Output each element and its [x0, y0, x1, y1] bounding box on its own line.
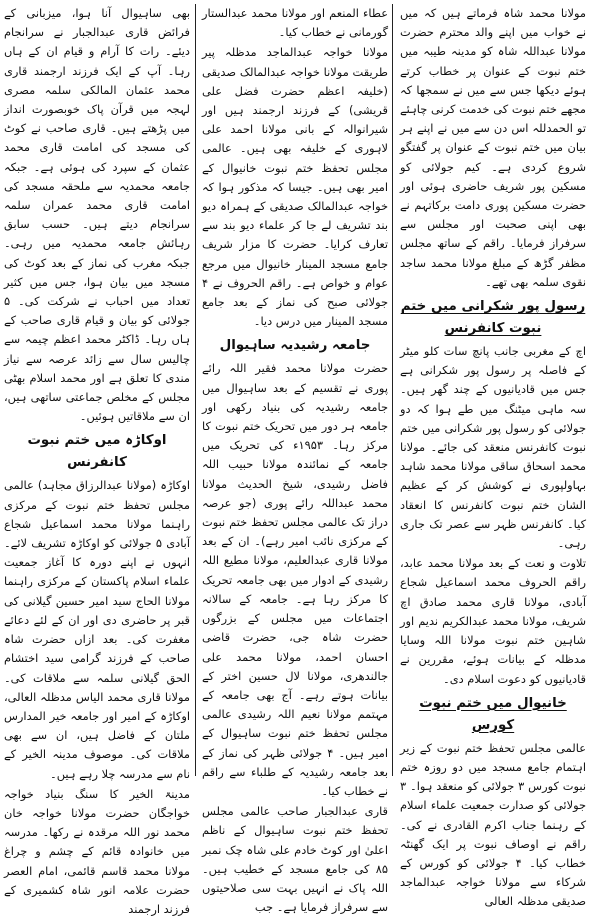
paragraph: مدینۃ الخیر کا سنگ بنیاد خواجہ خواجگان حضرت مولانا خواجہ خان محمد نور اللہ مرقدہ نے رکھا۔ مدرسہ میں خانوادہ قائم کے چشم و چراغ مولانا محمد قاسم قائمی، امام العصر حضرت علامہ انور شاہ کشمیری کے فرزند ارجمند [4, 786, 190, 916]
paragraph: قاری عبدالجبار صاحب عالمی مجلس تحفظ ختم نبوت ساہیوال کے ناظم اعلیٰ اور کوٹ خادم علی شاہ چک نمبر ۸۵ کی جامع مسجد کے خطیب ہیں۔ اللہ پاک نے انہیں بہت سی صلاحیتوں سے سرفراز فرمایا ہے۔ جب [202, 804, 388, 915]
column-middle [202, 4, 388, 915]
paragraph: بھی ساہیوال آنا ہوا، میزبانی کے فرائض قاری عبدالجبار نے سرانجام دیئے۔ رات کا آرام و قیام ان کے ہاں رہا۔ آپ کے ایک فرزند ارجمند قاری محمد عثمان المالکی سلمہ مصری لہجہ میں قرآن پاک خوبصورت انداز میں پڑھتے ہیں۔ قاری صاحب نے کوٹ کی مسجد کی امامت قاری محمد عثمان کے سپرد کی ہوئی ہے۔ جبکہ جامعہ محمدیہ سے ملحقہ مسجد کی امامت قاری محمد عمران سلمہ سرانجام دیتے ہیں۔ حسب سابق رہائش جامعہ محمدیہ میں رہی۔ جبکہ مغرب کی نماز کے بعد کوٹ کی مسجد میں بیان ہوا، جس میں کثیر تعداد میں احباب نے شرکت کی۔ ۵ جولائی کو بیان و قیام قاری صاحب کے ہاں رہا۔ ڈاکٹر محمد اعظم چیمہ سے چالیس سال سے زائد عرصہ سے نیاز مندی کا تعلق ہے اور محمد اسلام بھٹی مجلس کے مخلص جماعتی ساتھی ہیں، ان سے ملاقاتیں ہوئیں۔ [4, 6, 190, 424]
section-heading: خانیوال میں ختم نبوت کورس [419, 695, 567, 733]
paragraph: اوکاڑہ (مولانا عبدالرزاق مجاہد) عالمی مجلس تحفظ ختم نبوت کے مرکزی راہنما مولانا محمد اسماعیل شجاع آبادی ۵ جولائی کو اوکاڑہ تشریف لائے۔ انہوں نے اپنے دورہ کا آغاز جمعیت علماء اسلام پاکستان کے مرکزی راہنما مولانا الحاج سید امیر حسین گیلانی کی قبر پر حاضری دی اور ان کے لئے دعائے مغفرت کی۔ بعد ازاں حضرت شاہ صاحب کے فرزند گرامی سید اختشام الحق گیلانی سلمہ سے ملاقات کی۔ مولانا قاری محمد الیاس مدظلہ العالی، اوکاڑہ کے امیر اور جامعہ خیر المدارس ملتان کے فاضل ہیں، ان سے بھی ملاقات کی۔ موصوف مدینہ الخیر کے نام سے مدرسہ چلا رہے ہیں۔ [4, 478, 191, 781]
column-divider [195, 4, 196, 776]
column-right [400, 4, 586, 909]
paragraph: حضرت مولانا محمد فقیر اللہ رائے پوری نے تقسیم کے بعد ساہیوال میں جامعہ رشیدیہ کی بنیاد رکھی اور جامعہ ہر دور میں تحریک ختم نبوت کا مرکز رہا۔ ۱۹۵۳ء کی تحریک میں جامعہ کے نمائندہ مولانا حبیب اللہ فاضل رشیدی، شیخ الحدیث مولانا محمد عبداللہ رائے پوری (جو عرصہ دراز تک عالمی مجلس تحفظ ختم نبوت کے مرکزی نائب امیر رہے)۔ ان کے بعد مولانا قاری عبدالعلیم، مولانا مطیع اللہ رشیدی کے ادوار میں بھی جامعہ تحریک کا مرکز رہا ہے۔ جامعہ کے سالانہ اجتماعات میں مجلس کے بزرگوں حضرت شاہ جی، حضرت قاضی احسان احمد، مولانا محمد علی جالندھری، مولانا لال حسین اختر کے بیانات ہوتے رہے۔ آج بھی جامعہ کے مہتمم مولانا نعیم اللہ رشیدی عالمی مجلس تحفظ ختم نبوت ساہیوال کے امیر ہیں۔ ۴ جولائی ظہر کی نماز کے بعد جامعہ رشیدیہ کے طلباء سے راقم نے خطاب کیا۔ [202, 361, 388, 798]
paragraph: عالمی مجلس تحفظ ختم نبوت کے زیر اہتمام جامع مسجد میں دو روزہ ختم نبوت کورس ۳ جولائی کو منعقد ہوا۔ ۳ جولائی کو صدارت جمعیت علماء اسلام کے رہنما جناب اکرم القادری نے کی۔ راقم نے اوصاف نبوت پر ایک گھنٹہ خطاب کیا۔ ۴ جولائی کو کورس کے شرکاء سے مولانا خواجہ عبدالماجد صدیقی مدظلہ العالی [400, 740, 586, 909]
paragraph: مولانا خواجہ عبدالماجد مدظلہ پیر طریقت مولانا خواجہ عبدالمالک صدیقی (خلیفہ اعظم حضرت فضل علی قریشی) کے فرزند ارجمند ہیں اور شیرانوالہ کے بانی مولانا احمد علی لاہوری کے خلیفہ بھی ہیں۔ عالمی مجلس تحفظ ختم نبوت خانیوال کے امیر بھی ہیں۔ جیسا کہ مذکور ہوا کہ خواجہ عبدالمالک صدیقی کے ہمراہ دیو بند تشریف لے جا کر علماء دیو بند سے تعارف کرایا۔ حضرت کا مزار شریف جامع مسجد المینار خانیوال میں مرجع عوام و خواص ہے۔ راقم الحروف نے ۴ جولائی صبح کی نماز کے بعد جامع مسجد المینار میں درس دیا۔ [202, 45, 388, 329]
paragraph: عطاء المنعم اور مولانا محمد عبدالستار گورمانی نے خطاب کیا۔ [202, 6, 388, 40]
section-heading: رسول پور شکرانی میں ختم نبوت کانفرنس [400, 299, 586, 337]
section-heading: جامعہ رشیدیہ ساہیوال [219, 338, 371, 354]
column-divider [392, 4, 393, 776]
paragraph: اچ کے مغربی جانب پانچ سات کلو میٹر کے فاصلہ پر رسول پور شکرانی ہے جس میں قادیانیوں کے چند گھر ہیں۔ سہ ماہی میٹنگ میں طے ہوا کہ دو جولائی کو رسول پور شکرانی میں ختم نبوت کانفرنس منعقد کی جائے۔ مولانا محمد اسحاق ساقی مولانا محمد شاہد بہاولپوری نے کوشش کر کے عظیم الشان ختم نبوت کانفرنس کا انعقاد کیا۔ کانفرنس ظہر سے عصر تک جاری رہی۔ [400, 344, 586, 551]
paragraph: تلاوت و نعت کے بعد مولانا محمد عابد، راقم الحروف محمد اسماعیل شجاع آبادی، مولانا قاری محمد صادق اچ شریف، مولانا محمد عبدالکریم ندیم اور شاہین ختم نبوت مولانا اللہ وسایا مدظلہ کے بیانات ہوئے، مقررین نے قادیانیوں کو دعوت اسلام دی۔ [400, 556, 586, 686]
paragraph: مولانا محمد شاہ فرماتے ہیں کہ میں نے خواب میں اپنے والد محترم حضرت مولانا عبداللہ شاہ کو مدینہ طیبہ میں ختم نبوت کے عنوان پر خطاب کرتے ہوئے دیکھا جس سے میں نے سمجھا کہ مجھے ختم نبوت کی خدمت کرنی چاہئے تو الحمدللہ اس دن سے میں نے اپنے ہر بیان میں ختم نبوت کے عنوان پر گفتگو شروع کردی ہے۔ کیم جولائی کو مسکین پور شریف حاضری ہوئی اور حضرت مسکین پوری دامت برکاتہم نے بھی اپنی صحبت اور مجلس سے سرفراز فرمایا۔ راقم کے ساتھ مجلس مظفر گڑھ کے مبلغ مولانا محمد ساجد نقوی سلمہ بھی تھے۔ [400, 6, 586, 289]
section-heading: اوکاڑہ میں ختم نبوت کانفرنس [27, 433, 167, 471]
column-left [4, 4, 191, 916]
